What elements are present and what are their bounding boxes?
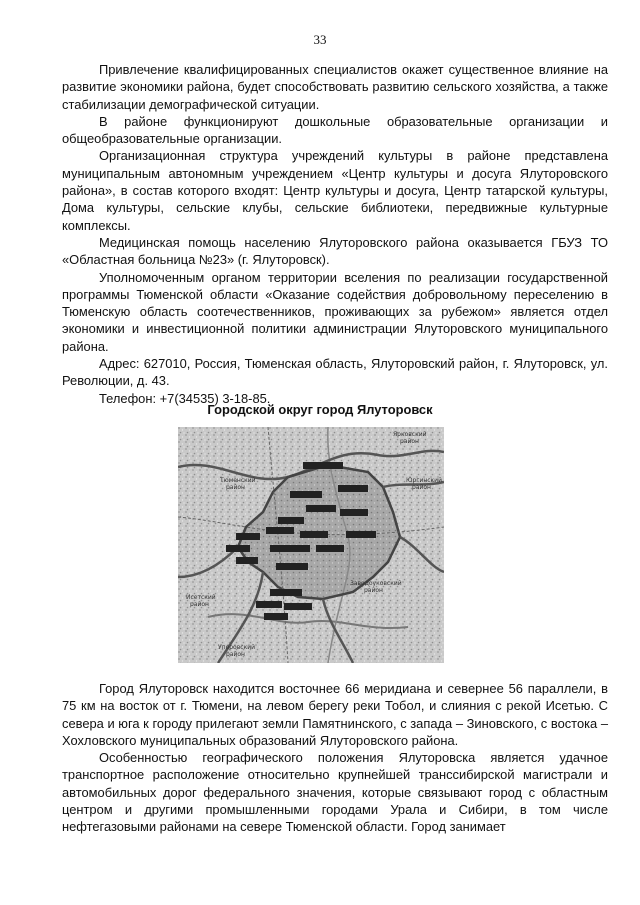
- district-map: [178, 427, 444, 663]
- paragraph: Уполномоченным органом территории вселения по реализации государственной программы Тюменской области «Оказание содействия добровольному переселению в Тюменскую область соотечественников, проживающих за рубежом» является отдел экономики и инвестиционной политики администрации Ялуторовского муниципального района.: [62, 269, 608, 354]
- settlement-marker: [270, 545, 310, 552]
- paragraph: Телефон: +7(34535) 3-18-85.: [99, 390, 271, 406]
- settlement-marker: [284, 603, 312, 610]
- map-district-label: Заводоуковский район: [350, 580, 402, 594]
- settlement-marker: [316, 545, 344, 552]
- map-district-label: Ярковский район: [393, 431, 427, 445]
- map-district-label: Юргинский район: [406, 477, 442, 491]
- paragraph: Особенностью географического положения Ялуторовска является удачное транспортное расположение относительно крупнейшей транссибирской магистрали и автомобильных дорог федерального значения, которые связывают город с областным центром и другими промышленными городами Урала и Сибири, в том числе нефтегазовыми районами на севере Тюменской области. Город занимает: [62, 750, 608, 835]
- settlement-marker: [256, 601, 282, 608]
- paragraph: Организационная структура учреждений культуры в районе представлена муниципальным автономным учреждением «Центр культуры и досуга Ялуторовского района», в состав которого входят: Центр культуры и досуга, Центр татарской культуры, Дома культуры, сельские клубы, сельские библиотеки, передвижные культурные комплексы.: [62, 148, 608, 233]
- settlement-marker: [346, 531, 376, 538]
- page-number: 33: [313, 32, 327, 47]
- settlement-marker: [264, 613, 288, 620]
- settlement-marker: [236, 533, 260, 540]
- paragraph: Город Ялуторовск находится восточнее 66 меридиана и севернее 56 параллели, в 75 км на восток от г. Тюмени, на левом берегу реки Тобол, и слияния с рекой Исетью. С севера и юга к городу прилегают земли Памятнинского, с запада – Зиновского, с востока – Хохловского муниципальных образований Ялуторовского района.: [62, 681, 608, 748]
- settlement-marker: [303, 462, 343, 469]
- bottom-text-block: [62, 680, 608, 836]
- settlement-marker: [270, 589, 302, 596]
- settlement-marker: [306, 505, 336, 512]
- map-graphic: [178, 427, 444, 663]
- settlement-marker: [278, 517, 304, 524]
- settlement-marker: [236, 557, 258, 564]
- paragraph: Адрес: 627010, Россия, Тюменская область, Ялуторовский район, г. Ялуторовск, ул. Революции, д. 43.: [62, 356, 608, 389]
- map-district-label: Упоровский район: [218, 644, 255, 658]
- top-text-block: [62, 61, 608, 407]
- settlement-marker: [340, 509, 368, 516]
- settlement-marker: [300, 531, 328, 538]
- settlement-marker: [276, 563, 308, 570]
- paragraph: В районе функционируют дошкольные образовательные организации и общеобразовательные организации.: [62, 113, 608, 147]
- section-heading: Городской округ город Ялуторовск: [207, 402, 433, 417]
- settlement-marker: [338, 485, 368, 492]
- map-district-label: Тюменский район: [220, 477, 256, 491]
- paragraph: Привлечение квалифицированных специалистов окажет существенное влияние на развитие экономики района, будет способствовать развитию сельского хозяйства, а также стабилизации демографической ситуации.: [62, 62, 608, 112]
- paragraph: Медицинская помощь населению Ялуторовского района оказывается ГБУЗ ТО «Областная больница №23» (г. Ялуторовск).: [62, 234, 608, 268]
- settlement-marker: [226, 545, 250, 552]
- settlement-marker: [266, 527, 294, 534]
- map-district-label: Исетский район: [186, 594, 216, 608]
- settlement-marker: [290, 491, 322, 498]
